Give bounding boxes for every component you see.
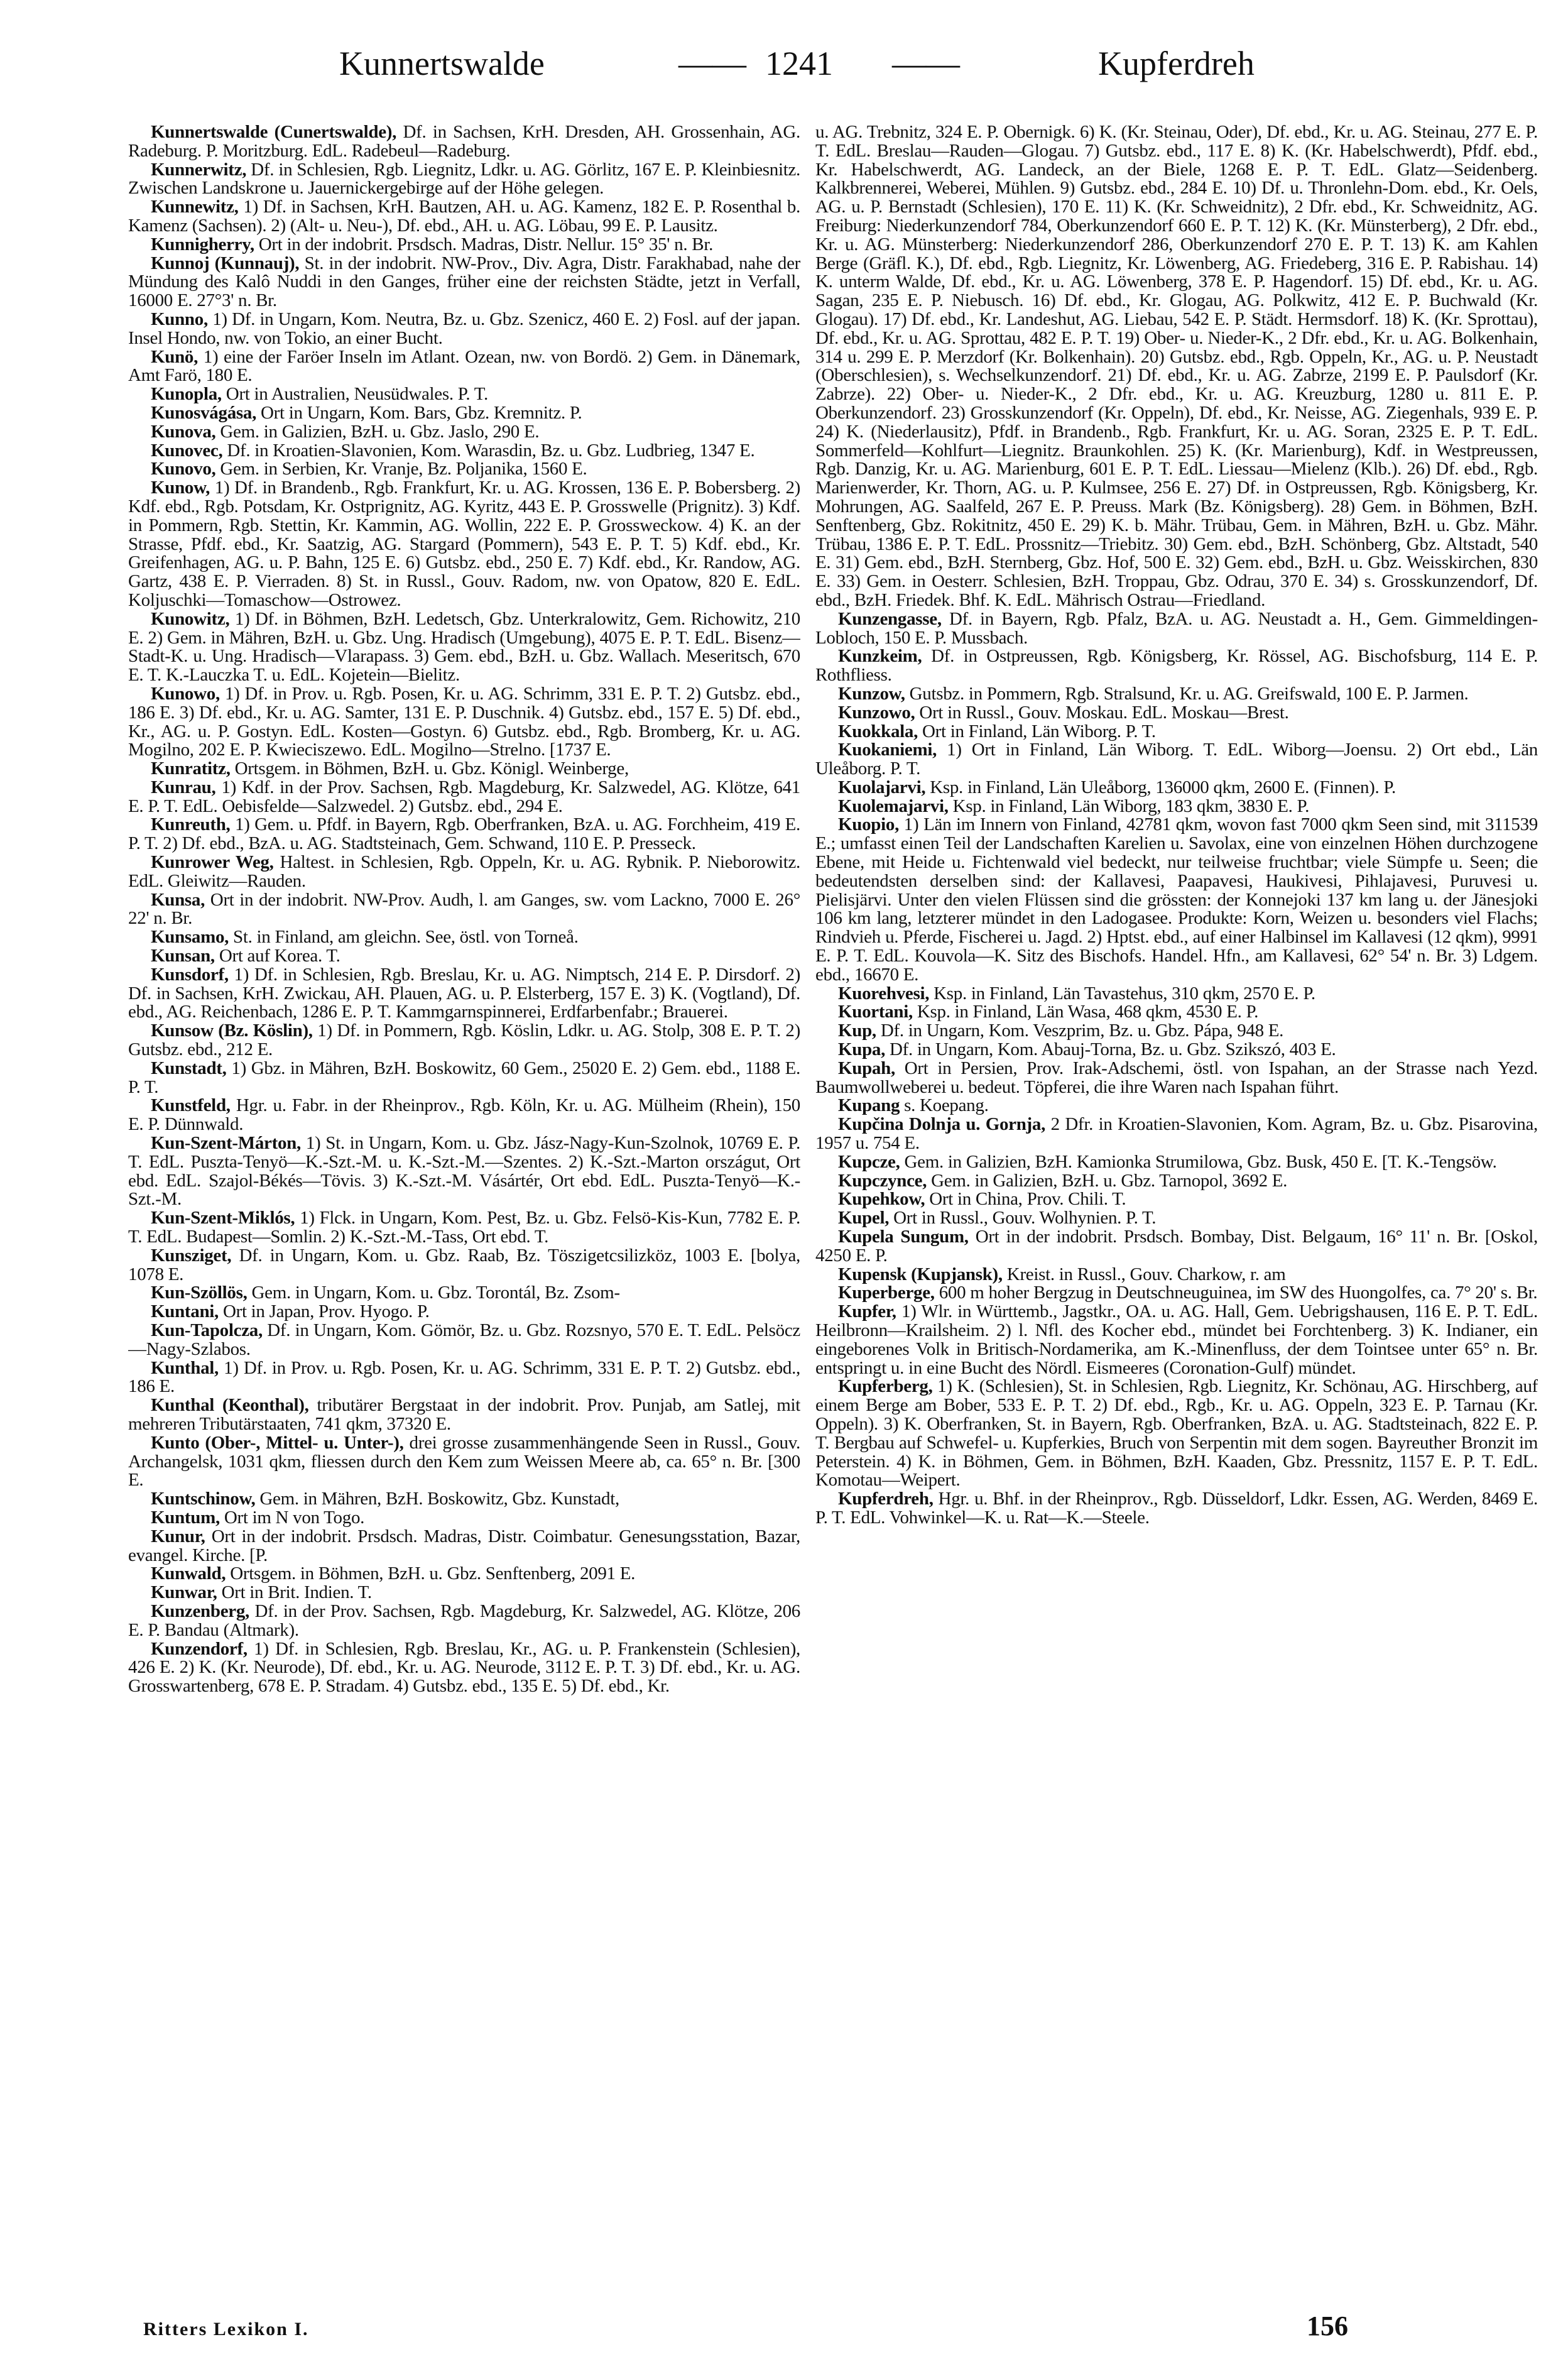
lexicon-entry <box>815 1172 1538 1191</box>
lexicon-entry <box>128 254 800 310</box>
entry-text: Gem. in Galizien, BzH. u. Gbz. Jaslo, 290 E. <box>215 421 540 442</box>
lexicon-entry <box>128 1059 800 1097</box>
entry-headword: Kuorehvesi, <box>838 983 930 1004</box>
entry-headword: Kunö, <box>151 346 199 367</box>
header-dash: —— <box>892 45 960 82</box>
lexicon-entry <box>128 348 800 386</box>
left-column <box>128 123 800 2316</box>
entry-headword: Kun-Szöllös, <box>151 1283 248 1303</box>
entry-text: Hgr. u. Bhf. in der Rheinprov., Rgb. Düsseldorf, Ldkr. Essen, AG. Werden, 8469 E. P. T. EdL. Vohwinkel—K. u. Rat—K.—Steele. <box>815 1489 1538 1528</box>
sheet-number: 156 <box>1307 2311 1348 2341</box>
lexicon-entry <box>815 1022 1538 1041</box>
entry-headword: Kupensk (Kupjansk), <box>838 1264 1003 1284</box>
entry-text: s. Koepang. <box>900 1095 989 1116</box>
lexicon-entry <box>128 928 800 947</box>
entry-text: Ort in Brit. Indien. T. <box>217 1582 372 1603</box>
entry-headword: Kunstadt, <box>151 1058 227 1078</box>
lexicon-entry <box>815 1190 1538 1209</box>
entry-text: Ort in der indobrit. Prsdsch. Madras, Distr. Nellur. 15° 35' n. Br. <box>254 234 714 254</box>
lexicon-entry <box>128 1209 800 1247</box>
entry-headword: Kup, <box>838 1021 876 1041</box>
entry-text: Gem. in Mähren, BzH. Boskowitz, Gbz. Kunstadt, <box>255 1489 619 1509</box>
entry-text: Df. in Ungarn, Kom. Gömör, Bz. u. Gbz. Rozsnyo, 570 E. T. EdL. Pelsöcz—Nagy-Szlabos. <box>128 1320 800 1359</box>
lexicon-entry <box>815 779 1538 797</box>
lexicon-entry <box>128 1359 800 1397</box>
entry-headword: Kunow, <box>151 478 210 498</box>
entry-text: Ort in Ungarn, Kom. Bars, Gbz. Kremnitz. P. <box>256 402 582 423</box>
lexicon-entry <box>128 404 800 423</box>
lexicon-entry <box>815 610 1538 648</box>
header-first-entry: Kunnertswalde <box>339 45 545 82</box>
lexicon-entry <box>128 816 800 853</box>
entry-text: Df. in Sachsen, KrH. Dresden, AH. Grossenhain, AG. Radeburg. P. Moritzburg. EdL. Radebeul—Radeburg. <box>128 123 800 161</box>
entry-text: 1) Df. in Prov. u. Rgb. Posen, Kr. u. AG. Schrimm, 331 E. P. T. 2) Gutsbz. ebd., 186 E. <box>128 1357 800 1397</box>
entry-text: Df. in Bayern, Rgb. Pfalz, BzA. u. AG. Neustadt a. H., Gem. Gimmeldingen-Lobloch, 150 E. P. Mussbach. <box>815 608 1538 648</box>
entry-headword: Kuntschinow, <box>151 1489 256 1509</box>
entry-headword: Kupczynce, <box>838 1170 927 1191</box>
entry-headword: Kunowo, <box>151 683 220 704</box>
entry-text: Gem. in Galizien, BzH. u. Gbz. Tarnopol, 3692 E. <box>927 1170 1288 1191</box>
entry-text: 1) Kdf. in der Prov. Sachsen, Rgb. Magdeburg, Kr. Salzwedel, AG. Klötze, 641 E. P. T. EdL. Oebisfelde—Salzwedel. 2) Gutsbz. ebd., 294 E. <box>128 777 800 816</box>
entry-text: Df. in Ungarn, Kom. Abauj-Torna, Bz. u. Gbz. Szikszó, 403 E. <box>885 1039 1336 1060</box>
entry-headword: Kunsa, <box>151 889 205 910</box>
entry-headword: Kunosvágása, <box>151 402 257 423</box>
entry-text: Df. in Schlesien, Rgb. Liegnitz, Ldkr. u. AG. Görlitz, 167 E. P. Kleinbiesnitz. Zwischen Landskrone u. Jauernickergebirge auf der Höhe gelegen. <box>128 159 800 199</box>
entry-text: Ortsgem. in Böhmen, BzH. u. Gbz. Senftenberg, 2091 E. <box>226 1563 636 1584</box>
entry-text: Gem. in Ungarn, Kom. u. Gbz. Torontál, Bz. Zsom- <box>247 1283 620 1303</box>
entry-headword: Kupcze, <box>838 1151 900 1172</box>
entry-headword: Kuortani, <box>838 1002 913 1022</box>
entry-text: Ort in Australien, Neusüdwales. P. T. <box>221 384 488 405</box>
entry-text: 1) Flck. in Ungarn, Kom. Pest, Bz. u. Gbz. Felsö-Kis-Kun, 7782 E. P. T. EdL. Budapest—Somlin. 2) K.-Szt.-M.-Tass, Ort ebd. T. <box>128 1208 800 1247</box>
lexicon-entry <box>815 1059 1538 1097</box>
lexicon-entry <box>128 1322 800 1359</box>
lexicon-entry <box>815 1153 1538 1172</box>
entry-headword: Kupah, <box>838 1058 895 1078</box>
lexicon-entry <box>128 966 800 1022</box>
entry-headword: Kunzendorf, <box>151 1638 248 1659</box>
entry-text: Ort in Russl., Gouv. Wolhynien. P. T. <box>889 1208 1157 1229</box>
entry-headword: Kun-Szent-Márton, <box>151 1133 301 1154</box>
entry-text: 2 Dfr. in Kroatien-Slavonien, Kom. Agram, Bz. u. Gbz. Pisarovina, 1957 u. 754 E. <box>815 1114 1538 1154</box>
lexicon-entry <box>128 236 800 254</box>
entry-headword: Kuolemajarvi, <box>838 796 949 816</box>
lexicon-entry <box>128 123 800 161</box>
entry-headword: Kunrower Weg, <box>151 852 274 873</box>
entry-text: Ort im N von Togo. <box>219 1507 365 1528</box>
entry-headword: Kunnoj (Kunnauj), <box>151 253 300 273</box>
lexicon-entry <box>128 1490 800 1509</box>
lexicon-entry <box>128 1565 800 1584</box>
entry-headword: Kuokaniemi, <box>838 740 937 760</box>
running-header <box>0 44 1568 94</box>
entry-text: 1) Df. in Brandenb., Rgb. Frankfurt, Kr. u. AG. Krossen, 136 E. P. Bobersberg. 2) Kdf. ebd., Rgb. Potsdam, Kr. Ostprignitz, AG. Kyritz, 443 E. P. Grosswelle (Prignitz). 3) Kdf. in Pommern, Rgb. Stettin, Kr. Kammin, AG. Wollin, 222 E. P. Grossweckow. 4) K. an der Strasse, Pfdf. ebd., Kr. Saatzig, AG. Stargard (Pommern), 543 E. P. T. 5) Kdf. ebd., Kr. Greifenhagen, AG. u. P. Bahn, 125 E. 6) Gutsbz. ebd., 250 E. 7) Kdf. ebd., Kr. Randow, AG. Gartz, 438 E. P. Vierraden. 8) St. in Russl., Gouv. Radom, nw. von Opatow, 820 E. EdL. Koljuschki—Tomaschow—Ostrowez. <box>128 478 800 610</box>
entry-text: Ort in der indobrit. NW-Prov. Audh, l. am Ganges, sw. vom Lackno, 7000 E. 26° 22' n. Br. <box>128 889 800 929</box>
entry-text: drei grosse zusammenhängende Seen in Russl., Gouv. Archangelsk, 1031 qkm, fliessen durch den Kem zum Weissen Meere ab, ca. 65° n. Br. [300 E. <box>128 1432 800 1491</box>
header-dash: —— <box>678 45 746 82</box>
entry-text: 1) Df. in Böhmen, BzH. Ledetsch, Gbz. Unterkralowitz, Gem. Richowitz, 210 E. 2) Gem. in Mähren, BzH. u. Gbz. Ung. Hradisch (Umgebung), 4075 E. P. T. EdL. Bisenz—Stadt-K. u. Ung. Hradisch—Vlarapass. 3) Gem. ebd., BzH. u. Gbz. Wallach. Meseritsch, 670 E. T. K.-Lauczka T. u. EdL. Kojetein—Bielitz. <box>128 608 800 686</box>
entry-headword: Kunzkeim, <box>838 646 922 667</box>
lexicon-entry <box>128 1528 800 1565</box>
lexicon-entry <box>128 1097 800 1134</box>
entry-headword: Kunsamo, <box>151 927 229 948</box>
entry-headword: Kunovec, <box>151 440 223 461</box>
lexicon-entry <box>815 985 1538 1004</box>
entry-headword: Kupa, <box>838 1039 886 1060</box>
lexicon-entry <box>128 1022 800 1059</box>
entry-text: 1) St. in Ungarn, Kom. u. Gbz. Jász-Nagy-Kun-Szolnok, 10769 E. P. T. EdL. Puszta-Tenyö—K.-Szt.-M. u. K.-Szt.-M.—Szentes. 2) K.-Szt.-Marton országut, Ort ebd. EdL. Szajol-Békés—Tövis. 3) K.-Szt.-M. Vásártér, Ort ebd. EdL. Puszta-Tenyö—K.-Szt.-M. <box>128 1133 800 1210</box>
entry-headword: Kunsan, <box>151 946 215 966</box>
entry-text: Df. in der Prov. Sachsen, Rgb. Magdeburg, Kr. Salzwedel, AG. Klötze, 206 E. P. Bandau (Altmark). <box>128 1601 800 1640</box>
entry-headword: Kupfer, <box>838 1301 896 1322</box>
entry-text: 1) eine der Faröer Inseln im Atlant. Ozean, nw. von Bordö. 2) Gem. in Dänemark, Amt Farö, 180 E. <box>128 346 800 386</box>
lexicon-entry <box>815 741 1538 779</box>
lexicon-entry <box>815 1228 1538 1266</box>
entry-text: Ort in der indobrit. Prsdsch. Bombay, Dist. Belgaum, 16° 11' n. Br. [Oskol, 4250 E. P. <box>815 1227 1538 1266</box>
entry-text: Ort in der indobrit. Prsdsch. Madras, Distr. Coimbatur. Genesungsstation, Bazar, evangel. Kirche. [P. <box>128 1526 800 1565</box>
entry-headword: Kunsow (Bz. Köslin), <box>151 1021 313 1041</box>
lexicon-entry <box>128 610 800 685</box>
lexicon-entry <box>128 1434 800 1490</box>
entry-text: Gem. in Galizien, BzH. Kamionka Strumilowa, Gbz. Busk, 450 E. [T. K.-Tengsöw. <box>900 1151 1497 1172</box>
entry-headword: Kupehkow, <box>838 1189 925 1210</box>
lexicon-entry <box>128 161 800 199</box>
entry-headword: Kunova, <box>151 421 216 442</box>
lexicon-entry <box>815 1097 1538 1115</box>
entry-text: Df. in Ungarn, Kom. Veszprim, Bz. u. Gbz. Pápa, 948 E. <box>876 1021 1284 1041</box>
entry-text: 600 m hoher Bergzug in Deutschneuguinea, im SW des Huongolfes, ca. 7° 20' s. Br. <box>934 1283 1538 1303</box>
lexicon-entry <box>815 1209 1538 1228</box>
entry-text: Ortsgem. in Böhmen, BzH. u. Gbz. Königl. Weinberge, <box>230 758 629 779</box>
entry-headword: Kunnerwitz, <box>151 159 247 180</box>
entry-text: Gutsbz. in Pommern, Rgb. Stralsund, Kr. u. AG. Greifswald, 100 E. P. Jarmen. <box>905 683 1469 704</box>
entry-headword: Kunovo, <box>151 459 216 479</box>
lexicon-entry <box>815 1003 1538 1022</box>
entry-headword: Kunno, <box>151 309 208 329</box>
entry-text: 1) K. (Schlesien), St. in Schlesien, Rgb. Liegnitz, Kr. Schönau, AG. Hirschberg, auf einem Berge am Bober, 533 E. P. T. 2) Df. ebd., Rgb., Kr. u. AG. Oppeln, 323 E. P. Tarnau (Kr. Oppeln). 3) K. Oberfranken, St. in Bayern, Rgb. Oberfranken, BzA. u. AG. Stadtsteinach, 822 E. P. T. Bergbau auf Schwefel- u. Kupferkies, Bruch von Serpentin mit dem sogen. Bayreuther Bronzit im Peterstein. 4) K. in Böhmen, Gem. in Böhmen, BzH. Kaaden, Gbz. Pressnitz, 1157 E. P. T. EdL. Komotau—Weipert. <box>815 1376 1538 1491</box>
entry-headword: Kupčina Dolnja u. Gornja, <box>838 1114 1046 1135</box>
entry-headword: Kunnewitz, <box>151 197 239 217</box>
lexicon-entry <box>128 1396 800 1434</box>
entry-text: Ksp. in Finland, Län Uleåborg, 136000 qkm, 2600 E. (Finnen). P. <box>925 777 1396 797</box>
entry-text: Df. in Ungarn, Kom. u. Gbz. Raab, Bz. Töszigetcsilizköz, 1003 E. [bolya, 1078 E. <box>128 1245 800 1284</box>
lexicon-entry <box>128 685 800 760</box>
lexicon-entry <box>128 1602 800 1640</box>
entry-text: Ksp. in Finland, Län Wiborg, 183 qkm, 3830 E. P. <box>948 796 1310 816</box>
entry-headword: Kunthal, <box>151 1357 219 1378</box>
entry-text: 1) Län im Innern von Finland, 42781 qkm, wovon fast 7000 qkm Seen sind, mit 311539 E.; umfasst einen Teil der Landschaften Karelien u. Savolax, eine von einzelnen Höhen durchzogene Ebene, mit Heide u. Fichtenwald viel bedeckt, nur teilweise fruchtbar; viele Sümpfe u. Seen; die bedeutendsten derselben sind: der Kallavesi, Paapavesi, Haukivesi, Pihlajavesi, Puruvesi u. Pielisjärvi. Unter den vielen Flüssen sind die grössten: der Konnejoki 137 km lang u. der Jänesjoki 106 km lang, letzterer mündet in den Ladogasee. Produkte: Korn, Weizen u. besonders viel Flachs; Rindvieh u. Pferde, Fischerei u. Jagd. 2) Hptst. ebd., auf einer Halbinsel im Kallavesi (12 qkm), 9991 E. P. T. EdL. Kouvola—K. Sitz des Bischofs. Handel. Hfn., am Kallavesi, 62° 54' n. Br. 3) Ldgem. ebd., 16670 E. <box>815 814 1538 985</box>
entry-headword: Kunreuth, <box>151 814 231 835</box>
entry-text: 1) Df. in Prov. u. Rgb. Posen, Kr. u. AG. Schrimm, 331 E. P. T. 2) Gutsbz. ebd., 186 E. 3) Df. ebd., Kr. u. AG. Samter, 131 E. P. Duschnik. 4) Gutsbz. ebd., 157 E. 5) Df. ebd., Kr., AG. u. P. Gostyn. EdL. Kosten—Gostyn. 6) Gutsbz. ebd., Rgb. Bromberg, Kr. u. AG. Mogilno, 202 E. P. Kwieciszewo. EdL. Mogilno—Strelno. [1737 E. <box>128 683 800 760</box>
entry-text: Hgr. u. Fabr. in der Rheinprov., Rgb. Köln, Kr. u. AG. Mülheim (Rhein), 150 E. P. Dünnwald. <box>128 1095 800 1135</box>
entry-headword: Kupel, <box>838 1208 890 1229</box>
entry-headword: Kuperberge, <box>838 1283 935 1303</box>
entry-text: Ort in Russl., Gouv. Moskau. EdL. Moskau—Brest. <box>915 702 1289 723</box>
entry-headword: Kunstfeld, <box>151 1095 231 1116</box>
entry-headword: Kunthal (Keonthal), <box>151 1395 309 1416</box>
entry-headword: Kunopla, <box>151 384 222 405</box>
lexicon-entry <box>815 1490 1538 1528</box>
entry-text: Ort in Persien, Prov. Irak-Adschemi, östl. von Ispahan, an der Strasse nach Yezd. Baumwollweberei u. bedeut. Töpferei, die ihre Waren nach Ispahan führt. <box>815 1058 1538 1097</box>
entry-headword: Kunsdorf, <box>151 964 229 985</box>
entry-headword: Kupferdreh, <box>838 1489 934 1509</box>
entry-headword: Kun-Tapolcza, <box>151 1320 263 1340</box>
entry-text: Df. in Ostpreussen, Rgb. Königsberg, Kr. Rössel, AG. Bischofsburg, 114 E. P. Rothfliess. <box>815 646 1538 686</box>
entry-text: 1) Df. in Sachsen, KrH. Bautzen, AH. u. AG. Kamenz, 182 E. P. Rosenthal b. Kamenz (Sachsen). 2) (Alt- u. Neu-), Df. ebd., AH. u. AG. Löbau, 99 E. P. Lausitz. <box>128 197 800 236</box>
lexicon-entry <box>128 779 800 816</box>
lexicon-entry <box>128 1247 800 1284</box>
entry-text: 1) Df. in Schlesien, Rgb. Breslau, Kr., AG. u. P. Frankenstein (Schlesien), 426 E. 2) K. (Kr. Neurode), Df. ebd., Kr. u. AG. Neurode, 3112 E. P. T. 3) Df. ebd., Kr. u. AG. Grosswartenberg, 678 E. P. Stradam. 4) Gutsbz. ebd., 135 E. 5) Df. ebd., Kr. <box>128 1638 800 1697</box>
entry-headword: Kunsziget, <box>151 1245 232 1266</box>
entry-text: St. in der indobrit. NW-Prov., Div. Agra, Distr. Farakhabad, nahe der Mündung des Kalô Nuddi in den Ganges, früher eine der reichsten Städte, jetzt in Verfall, 16000 E. 27°3' n. Br. <box>128 253 800 311</box>
lexicon-entry <box>815 685 1538 704</box>
lexicon-entry <box>128 460 800 479</box>
entry-text: Ksp. in Finland, Län Tavastehus, 310 qkm, 2570 E. P. <box>929 983 1315 1004</box>
entry-text: Kreist. in Russl., Gouv. Charkow, r. am <box>1002 1264 1286 1284</box>
entry-text: Haltest. in Schlesien, Rgb. Oppeln, Kr. u. AG. Rybnik. P. Nieborowitz. EdL. Gleiwitz—Rauden. <box>128 852 800 891</box>
entry-text: Ort in Finland, Län Wiborg. P. T. <box>918 721 1156 741</box>
entry-text: 1) Df. in Pommern, Rgb. Köslin, Ldkr. u. AG. Stolp, 308 E. P. T. 2) Gutsbz. ebd., 212 E. <box>128 1021 800 1060</box>
lexicon-entry <box>815 723 1538 741</box>
entry-headword: Kunzow, <box>838 683 905 704</box>
entry-headword: Kunnertswalde (Cunertswalde), <box>151 123 397 142</box>
entry-text: 1) Gbz. in Mähren, BzH. Boskowitz, 60 Gem., 25020 E. 2) Gem. ebd., 1188 E. P. T. <box>128 1058 800 1097</box>
entry-headword: Kunnigherry, <box>151 234 254 254</box>
entry-text: St. in Finland, am gleichn. See, östl. von Torneå. <box>229 927 579 948</box>
entry-headword: Kuokkala, <box>838 721 918 741</box>
entry-text: Df. in Kroatien-Slavonien, Kom. Warasdin, Bz. u. Gbz. Ludbrieg, 1347 E. <box>222 440 755 461</box>
lexicon-entry <box>128 310 800 348</box>
entry-headword: Kunzowo, <box>838 702 915 723</box>
entry-text: Ort in Japan, Prov. Hyogo. P. <box>219 1301 430 1322</box>
entry-headword: Kunwar, <box>151 1582 217 1603</box>
lexicon-entry <box>815 1041 1538 1059</box>
lexicon-entry <box>815 816 1538 984</box>
lexicon-entry <box>128 1584 800 1602</box>
lexicon-entry <box>128 385 800 404</box>
entry-text: 1) Wlr. in Württemb., Jagstkr., OA. u. AG. Hall, Gem. Uebrigshausen, 116 E. P. T. EdL. Heilbronn—Krailsheim. 2) l. Nfl. des Kocher ebd., mündet bei Forchtenberg. 3) K. Indianer, ein eingeborenes Volk in Britisch-Nordamerika, am K.-Minenfluss, der dem Tointsee unter 65° n. Br. entspringt u. in eine Bucht des Nördl. Eismeeres (Coronation-Gulf) mündet. <box>815 1301 1538 1378</box>
lexicon-entry <box>128 1284 800 1303</box>
lexicon-entry <box>815 1266 1538 1284</box>
lexicon-entry <box>128 1509 800 1528</box>
entry-text: Ksp. in Finland, Län Wasa, 468 qkm, 4530 E. P. <box>912 1002 1259 1022</box>
lexicon-entry <box>128 760 800 779</box>
lexicon-entry <box>815 1115 1538 1153</box>
lexicon-entry <box>128 891 800 929</box>
entry-text: tributärer Bergstaat in der indobrit. Prov. Punjab, am Satlej, mit mehreren Tributärstaaten, 741 qkm, 37320 E. <box>128 1395 800 1434</box>
entry-headword: Kuntani, <box>151 1301 219 1322</box>
entry-headword: Kupang <box>838 1095 900 1116</box>
entry-text: u. AG. Trebnitz, 324 E. P. Obernigk. 6) K. (Kr. Steinau, Oder), Df. ebd., Kr. u. AG. Steinau, 277 E. P. T. EdL. Breslau—Rauden—Glogau. 7) Gutsbz. ebd., 117 E. 8) K. (Kr. Habelschwerdt), Pfdf. ebd., Kr. Habelschwerdt, AG. Landeck, an der Biele, 1268 E. P. T. EdL. Glatz—Seidenberg. Kalkbrennerei, Weberei, Mühlen. 9) Gutsbz. ebd., 284 E. 10) Df. u. Thronlehn-Dom. ebd., Kr. Oels, AG. u. P. Bernstadt (Schlesien), 170 E. 11) K. (Kr. Schweidnitz), 2 Dfr. ebd., Kr. Schweidnitz, AG. Freiburg: Niederkunzendorf 784, Oberkunzendorf 660 E. P. T. 12) K. (Kr. Münsterberg), 2 Dfr. ebd., Kr. u. AG. Münsterberg: Niederkunzendorf 286, Oberkunzendorf 270 E. P. T. 13) K. am Kahlen Berge (Gräfl. K.), Df. ebd., Rgb. Liegnitz, Kr. Löwenberg, AG. Friedeberg, 316 E. P. Rabishau. 14) K. unterm Walde, Df. ebd., Kr. u. AG. Löwenberg, 378 E. P. Hagendorf. 15) Df. ebd., Kr. u. AG. Sagan, 235 E. P. Niebusch. 16) Df. ebd., Kr. Glogau, AG. Polkwitz, 412 E. P. Buchwald (Kr. Glogau). 17) Df. ebd., Kr. Landeshut, AG. Liebau, 542 E. P. Städt. Hermsdorf. 18) K. (Kr. Sprottau), Df. ebd., Kr. u. AG. Sprottau, 482 E. P. T. 19) Ober- u. Nieder-K., 2 Dfr. ebd., Kr. u. AG. Bolkenhain, 314 u. 299 E. P. Merzdorf (Kr. Bolkenhain). 20) Gutsbz. ebd., Rgb. Oppeln, Kr., AG. u. P. Neustadt (Oberschlesien), s. Wechselkunzendorf. 21) Df. ebd., Kr. u. AG. Zabrze, 2199 E. P. Paulsdorf (Kr. Zabrze). 22) Ober- u. Nieder-K., 2 Dfr. ebd., Kr. u. AG. Kreuzburg, 1280 u. 811 E. P. Oberkunzendorf. 23) Grosskunzendorf (Kr. Oppeln), Df. ebd., Kr. Neisse, AG. Ziegenhals, 939 E. P. 24) K. (Niederlausitz), Pfdf. in Brandenb., Rgb. Frankfurt, Kr. u. AG. Soran, 2325 E. P. T. EdL. Sommerfeld—Kohlfurt—Liegnitz. Braunkohlen. 25) K. (Kr. Marienburg), Kdf. in Westpreussen, Rgb. Danzig, Kr. u. AG. Marienburg, 601 E. P. T. EdL. Liessau—Mielenz (Klb.). 26) Df. ebd., Rgb. Marienwerder, Kr. Thorn, AG. u. P. Kulmsee, 256 E. 27) Df. in Ostpreussen, Rgb. Königsberg, Kr. Mohrungen, AG. Saalfeld, 267 E. P. Preuss. Mark (Bz. Königsberg). 28) Gem. in Böhmen, BzH. Senftenberg, Gbz. Rokitnitz, 450 E. 29) K. b. Mähr. Trübau, Gem. in Mähren, BzH. u. Gbz. Mähr. Trübau, 1386 E. P. T. EdL. Prossnitz—Triebitz. 30) Gem. ebd., BzH. Schönberg, Gbz. Altstadt, 540 E. 31) Gem. ebd., BzH. Sternberg, Gbz. Hof, 500 E. 32) Gem. ebd., BzH. u. Gbz. Weisskirchen, 830 E. 33) Gem. in Oesterr. Schlesien, BzH. Troppau, Gbz. Odrau, 370 E. 34) s. Grosskunzendorf, Df. ebd., BzH. Friedek. Bhf. K. EdL. Mährisch Ostrau—Friedland. <box>815 123 1538 610</box>
lexicon-entry <box>815 797 1538 816</box>
entry-text: Ort auf Korea. T. <box>214 946 340 966</box>
entry-headword: Kupferberg, <box>838 1376 933 1397</box>
footer-signature: Ritters Lexikon I. <box>143 2319 309 2339</box>
lexicon-entry <box>128 1134 800 1209</box>
right-column <box>815 123 1538 2316</box>
lexicon-entry <box>815 123 1538 610</box>
lexicon-entry <box>815 1377 1538 1490</box>
lexicon-entry <box>128 423 800 442</box>
lexicon-entry <box>128 442 800 461</box>
entry-text: 1) Gem. u. Pfdf. in Bayern, Rgb. Oberfranken, BzA. u. AG. Forchheim, 419 E. P. T. 2) Df. ebd., BzA. u. AG. Stadtsteinach, Gem. Schwand, 110 E. P. Presseck. <box>128 814 800 854</box>
entry-headword: Kunzenberg, <box>151 1601 250 1621</box>
lexicon-entry <box>815 647 1538 685</box>
entry-text: Gem. in Serbien, Kr. Vranje, Bz. Poljanika, 1560 E. <box>215 459 587 479</box>
lexicon-entry <box>128 1640 800 1696</box>
lexicon-entry <box>815 704 1538 723</box>
entry-headword: Kuopio, <box>838 814 900 835</box>
lexicon-entry <box>128 198 800 236</box>
entry-headword: Kuntum, <box>151 1507 220 1528</box>
header-last-entry: Kupferdreh <box>1098 45 1255 82</box>
entry-headword: Kunzengasse, <box>838 608 942 629</box>
entry-headword: Kunwald, <box>151 1563 226 1584</box>
entry-text: 1) Df. in Ungarn, Kom. Neutra, Bz. u. Gbz. Szenicz, 460 E. 2) Fosl. auf der japan. Insel Hondo, nw. von Tokio, an einer Bucht. <box>128 309 800 348</box>
entry-headword: Kuolajarvi, <box>838 777 926 797</box>
page-number: 1241 <box>765 45 833 82</box>
entry-text: Ort in China, Prov. Chili. T. <box>925 1189 1126 1210</box>
entry-headword: Kunur, <box>151 1526 205 1546</box>
entry-text: 1) Ort in Finland, Län Wiborg. T. EdL. Wiborg—Joensu. 2) Ort ebd., Län Uleåborg. P. T. <box>815 740 1538 779</box>
lexicon-entry <box>815 1303 1538 1377</box>
lexicon-entry <box>128 947 800 966</box>
entry-headword: Kunrau, <box>151 777 216 797</box>
entry-text: 1) Df. in Schlesien, Rgb. Breslau, Kr. u. AG. Nimptsch, 214 E. P. Dirsdorf. 2) Df. in Sachsen, KrH. Zwickau, AH. Plauen, AG. u. P. Elsterberg, 157 E. 3) K. (Vogtland), Df. ebd., AG. Reichenbach, 1286 E. P. T. Kammgarnspinnerei, Erdfarbenfabr.; Brauerei. <box>128 964 800 1022</box>
entry-headword: Kunowitz, <box>151 608 230 629</box>
lexicon-entry <box>128 479 800 610</box>
lexicon-entry <box>128 853 800 891</box>
lexicon-entry <box>128 1303 800 1322</box>
lexicon-entry <box>815 1284 1538 1303</box>
entry-headword: Kun-Szent-Miklós, <box>151 1208 295 1229</box>
entry-headword: Kunto (Ober-, Mittel- u. Unter-), <box>151 1432 404 1453</box>
entry-headword: Kunratitz, <box>151 758 231 779</box>
entry-headword: Kupela Sungum, <box>838 1227 969 1247</box>
